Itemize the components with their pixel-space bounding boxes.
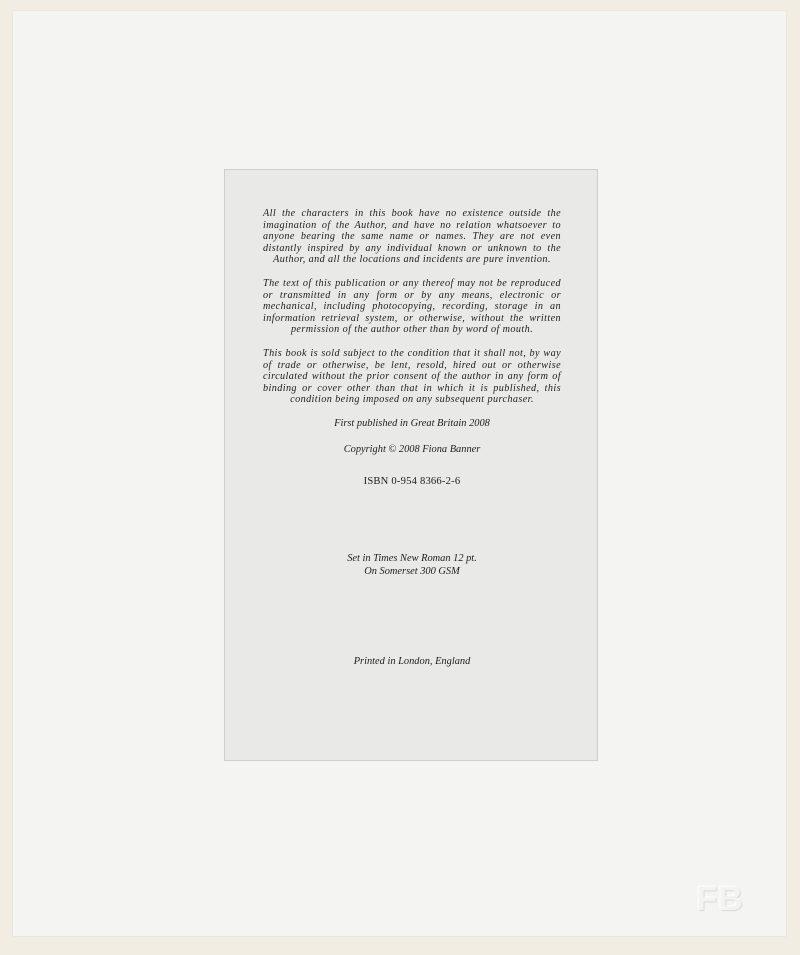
sale-condition-paragraph: This book is sold subject to the condition that it shall not, by way of trade or otherwise, be lent, resold, hired out or otherwise circulated without the prior consent of the author in any form of binding or cover other than that in which it is published, this condition being imposed on any subsequent purchaser. xyxy=(263,347,561,406)
paper-sheet xyxy=(13,11,786,936)
printed-in-line: Printed in London, England xyxy=(353,655,471,667)
isbn-line: ISBN 0-954 8366-2-6 xyxy=(363,475,461,487)
copyright-page-text xyxy=(263,208,561,668)
typeface-line: Set in Times New Roman 12 pt. xyxy=(347,552,477,564)
disclaimer-paragraph: All the characters in this book have no existence outside the imagination of the Author, and have no relation whatsoever to anyone bearing the same name or names. They are not even distantly inspired by any individual known or unknown to the Author, and all the locations and incidents are pure invention. xyxy=(263,208,561,266)
blindstamp-logo: FB xyxy=(696,880,744,918)
paper-line: On Somerset 300 GSM xyxy=(364,565,460,577)
first-published-line: First published in Great Britain 2008 xyxy=(334,417,490,429)
copyright-line: Copyright © 2008 Fiona Banner xyxy=(343,443,481,455)
printed-plate xyxy=(224,169,598,761)
reproduction-paragraph: The text of this publication or any thereof may not be reproduced or transmitted in any form or by any means, electronic or mechanical, including photocopying, recording, storage in an information retrieval system, or otherwise, without the written permission of the author other than by word of mouth. xyxy=(263,277,561,336)
